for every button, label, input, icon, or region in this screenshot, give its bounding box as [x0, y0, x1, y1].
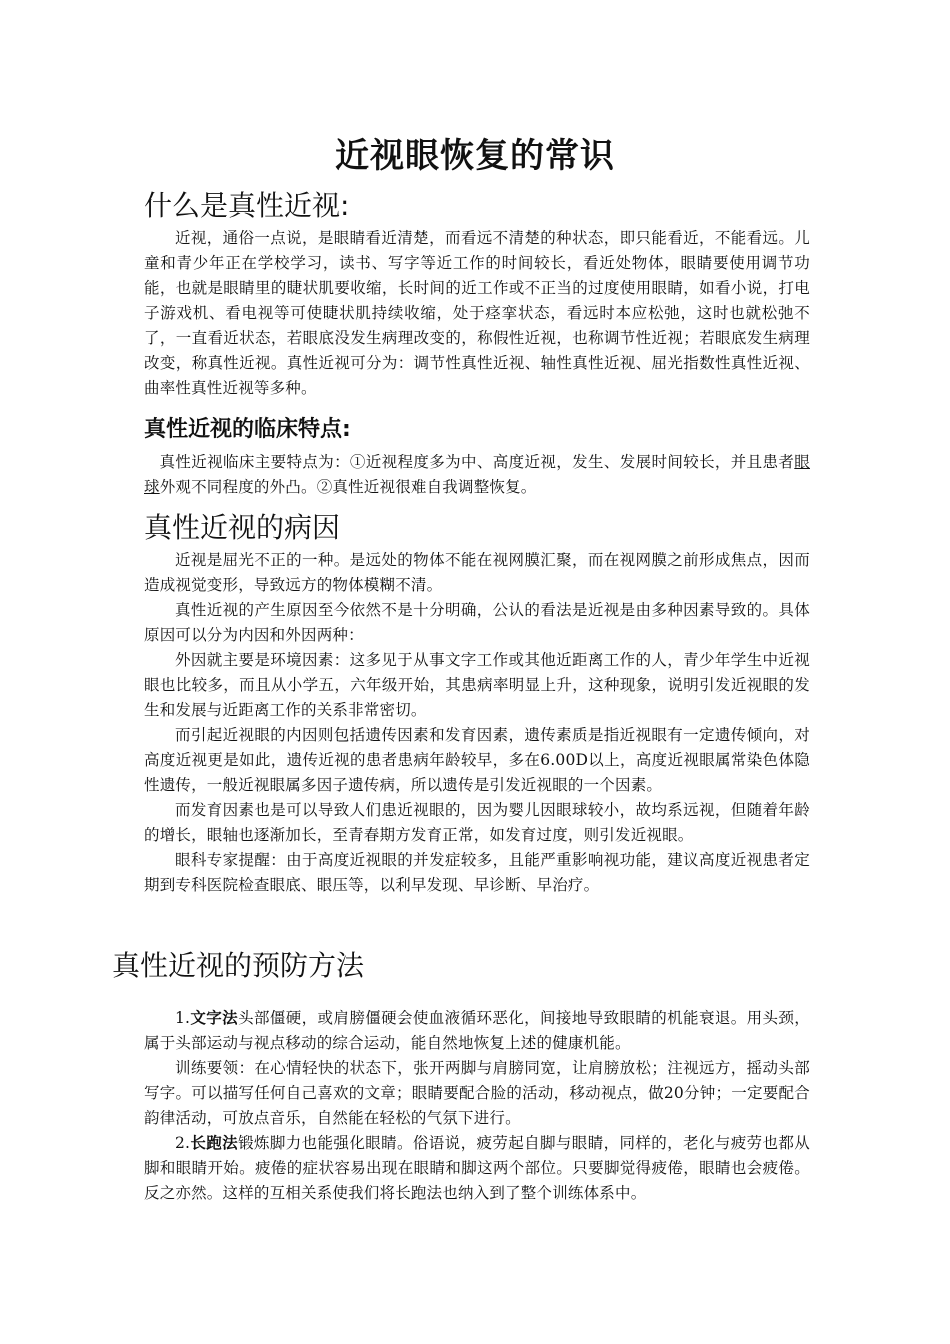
page-title: 近视眼恢复的常识 — [335, 136, 615, 176]
section-clinical-features — [144, 450, 810, 500]
paragraph-training-tips: 训练要领：在心情轻快的状态下，张开两脚与肩膀同宽，让肩膀放松；注视远方，摇动头部写字。可以描写任何自己喜欢的文章；眼睛要配合脸的活动，移动视点，做20分钟；一定要配合韵律活动，可放点音乐，自然能在轻松的气氛下进行。 — [144, 1059, 810, 1127]
heading-prevention: 真性近视的预防方法 — [112, 949, 365, 982]
paragraph-expert-reminder: 眼科专家提醒：由于高度近视眼的并发症较多，且能严重影响视功能，建议高度近视患者定期到专科医院检查眼底、眼压等，以利早发现、早诊断、早治疗。 — [144, 851, 810, 894]
method1-text: 头部僵硬，或肩膀僵硬会使血液循环恶化，间接地导致眼睛的机能衰退。用头颈，属于头部运动与视点移动的综合运动，能自然地恢复上述的健康机能。 — [144, 1009, 810, 1052]
paragraph-developmental-cause: 而发育因素也是可以导致人们患近视眼的，因为婴儿因眼球较小，故均系远视，但随着年龄的增长，眼轴也逐渐加长，至青春期方发育正常，如发育过度，则引发近视眼。 — [144, 801, 810, 844]
paragraph-cause-unclear: 真性近视的产生原因至今依然不是十分明确，公认的看法是近视是由多种因素导致的。具体原因可以分为内因和外因两种： — [144, 601, 810, 644]
paragraph-method-writing — [144, 1006, 810, 1056]
method2-text: 锻炼脚力也能强化眼睛。俗语说，疲劳起自脚与眼睛，同样的，老化与疲劳也都从脚和眼睛开始。疲倦的症状容易出现在眼睛和脚这两个部位。只要脚觉得疲倦，眼睛也会疲倦。反之亦然。这样的互相关系使我们将长跑法也纳入到了整个训练体系中。 — [144, 1134, 810, 1202]
heading-what-is-myopia: 什么是真性近视: — [144, 189, 350, 222]
clinical-text-after-link: 外观不同程度的外凸。②真性近视很难自我调整恢复。 — [159, 478, 537, 496]
heading-clinical-features: 真性近视的临床特点: — [144, 417, 351, 442]
eyeball-link[interactable]: 眼球 — [144, 453, 810, 496]
section-prevention — [144, 1006, 810, 1206]
method2-name: 长跑法 — [190, 1134, 239, 1152]
method1-name: 文字法 — [190, 1009, 239, 1027]
method1-number: 1. — [175, 1009, 191, 1027]
paragraph-definition: 近视，通俗一点说，是眼睛看近清楚，而看远不清楚的种状态，即只能看近，不能看远。儿童和青少年正在学校学习，读书、写字等近工作的时间较长，看近处物体，眼睛要使用调节功能，也就是眼睛里的睫状肌要收缩，长时间的近工作或不正当的过度使用眼睛，如看小说，打电子游戏机、看电视等可使睫状肌持续收缩，处于痉挛状态，看远时本应松弛，这时也就松弛不了，一直看近状态，若眼底没发生病理改变的，称假性近视，也称调节性近视；若眼底发生病理改变，称真性近视。真性近视可分为：调节性真性近视、轴性真性近视、屈光指数性真性近视、曲率性真性近视等多种。 — [144, 229, 810, 397]
clinical-text-before-link: 真性近视临床主要特点为：①近视程度多为中、高度近视，发生、发展时间较长，并且患者 — [159, 453, 795, 471]
paragraph-clinical-features — [144, 450, 810, 500]
paragraph-method-running — [144, 1131, 810, 1206]
paragraph-internal-cause: 而引起近视眼的内因则包括遗传因素和发育因素，遗传素质是指近视眼有一定遗传倾向，对高度近视更是如此，遗传近视的患者患病年龄较早，多在6.00D以上，高度近视眼属常染色体隐性遗传，一般近视眼属多因子遗传病，所以遗传是引发近视眼的一个因素。 — [144, 726, 810, 794]
paragraph-external-cause: 外因就主要是环境因素：这多见于从事文字工作或其他近距离工作的人，青少年学生中近视眼也比较多，而且从小学五，六年级开始，其患病率明显上升，这种现象，说明引发近视眼的发生和发展与近距离工作的关系非常密切。 — [144, 651, 810, 719]
heading-causes: 真性近视的病因 — [144, 511, 341, 544]
method2-number: 2. — [175, 1134, 191, 1152]
section-causes — [144, 548, 810, 898]
section-what-is-myopia — [144, 226, 810, 401]
paragraph-cause-definition: 近视是屈光不正的一种。是远处的物体不能在视网膜汇聚，而在视网膜之前形成焦点，因而造成视觉变形，导致远方的物体模糊不清。 — [144, 551, 810, 594]
